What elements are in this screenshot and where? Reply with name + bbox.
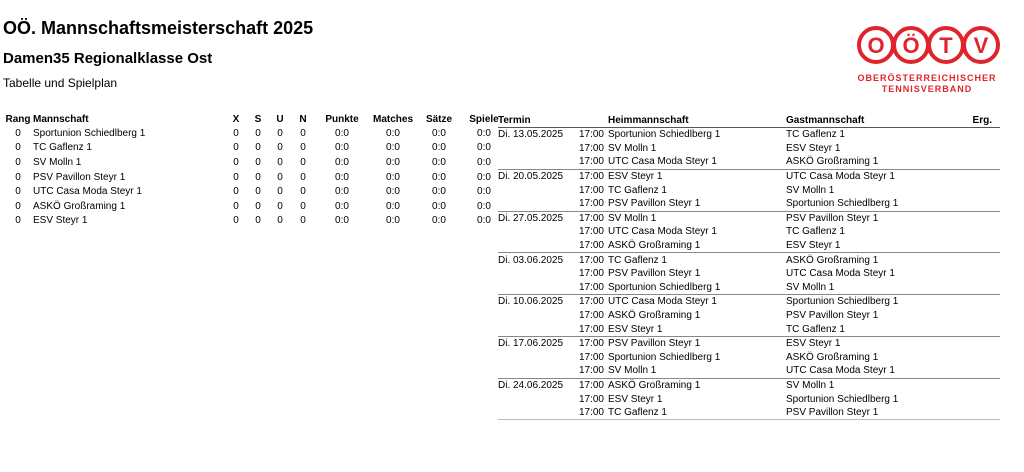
standings-matches: 0:0 bbox=[386, 142, 400, 154]
standings-row bbox=[3, 199, 507, 214]
standings-saetze: 0:0 bbox=[432, 171, 446, 183]
match-time: 17:00 bbox=[578, 281, 604, 293]
schedule-row bbox=[498, 295, 1000, 309]
match-home-team: PSV Pavillon Steyr 1 bbox=[608, 336, 786, 350]
logo-text-line2: TENNISVERBAND bbox=[881, 84, 973, 94]
match-termin bbox=[498, 225, 608, 239]
match-time: 17:00 bbox=[578, 407, 604, 419]
match-home-team: TC Gaflenz 1 bbox=[608, 406, 786, 420]
col-termin: Termin bbox=[498, 113, 608, 128]
standings-n: 0 bbox=[300, 127, 306, 139]
match-guest-team: SV Molln 1 bbox=[786, 184, 835, 196]
standings-row bbox=[3, 184, 507, 199]
match-termin bbox=[498, 128, 608, 142]
match-home-team: SV Molln 1 bbox=[608, 211, 786, 225]
match-guest-team: SV Molln 1 bbox=[786, 281, 835, 293]
match-home-team: ASKÖ Großraming 1 bbox=[608, 310, 701, 322]
logo-emblem bbox=[852, 22, 1002, 72]
match-termin bbox=[498, 281, 608, 295]
col-punkte: Punkte bbox=[325, 114, 359, 125]
match-guest-team: PSV Pavillon Steyr 1 bbox=[786, 211, 970, 225]
match-guest-team: SV Molln 1 bbox=[786, 378, 970, 392]
match-home-team: Sportunion Schiedlberg 1 bbox=[608, 351, 721, 363]
match-guest-team: UTC Casa Moda Steyr 1 bbox=[786, 268, 895, 280]
match-guest-team: ESV Steyr 1 bbox=[786, 240, 841, 252]
standings-rang: 0 bbox=[15, 200, 21, 212]
schedule-row bbox=[498, 225, 1000, 239]
standings-punkte: 0:0 bbox=[335, 156, 349, 168]
match-date: Di. 10.06.2025 bbox=[498, 296, 564, 308]
match-result bbox=[970, 364, 1000, 378]
standings-u: 0 bbox=[277, 186, 283, 198]
match-time: 17:00 bbox=[578, 393, 604, 405]
match-result bbox=[970, 128, 1000, 142]
match-result bbox=[970, 239, 1000, 253]
schedule-row bbox=[498, 253, 1000, 267]
schedule-row bbox=[498, 197, 1000, 211]
match-home-team: ESV Steyr 1 bbox=[608, 169, 786, 183]
schedule-row bbox=[498, 364, 1000, 378]
standings-saetze: 0:0 bbox=[432, 186, 446, 198]
standings-saetze: 0:0 bbox=[432, 142, 446, 154]
standings-u: 0 bbox=[277, 171, 283, 183]
match-home-team: UTC Casa Moda Steyr 1 bbox=[608, 156, 717, 168]
match-termin bbox=[498, 351, 608, 365]
standings-punkte: 0:0 bbox=[335, 171, 349, 183]
page-description: Tabelle und Spielplan bbox=[3, 76, 118, 90]
match-result bbox=[970, 155, 1000, 169]
schedule-row bbox=[498, 406, 1000, 420]
standings-team: ESV Steyr 1 bbox=[33, 215, 88, 227]
standings-rang: 0 bbox=[15, 215, 21, 227]
match-result bbox=[970, 197, 1000, 211]
match-result bbox=[970, 295, 1000, 309]
standings-rang: 0 bbox=[15, 127, 21, 139]
match-termin bbox=[498, 295, 608, 309]
standings-s: 0 bbox=[255, 186, 261, 198]
match-time: 17:00 bbox=[578, 240, 604, 252]
logo-letter-1: O bbox=[867, 33, 885, 58]
match-time: 17:00 bbox=[578, 365, 604, 377]
match-date: Di. 27.05.2025 bbox=[498, 212, 564, 224]
standings-u: 0 bbox=[277, 215, 283, 227]
schedule-row bbox=[498, 155, 1000, 169]
standings-rang: 0 bbox=[15, 142, 21, 154]
standings-row bbox=[3, 214, 507, 229]
schedule-header-row bbox=[498, 113, 1000, 128]
schedule-row bbox=[498, 142, 1000, 156]
standings-n: 0 bbox=[300, 200, 306, 212]
standings-table bbox=[3, 113, 507, 228]
match-time: 17:00 bbox=[578, 156, 604, 168]
schedule-row bbox=[498, 239, 1000, 253]
standings-matches: 0:0 bbox=[386, 127, 400, 139]
standings-row bbox=[3, 141, 507, 156]
match-guest-team: ASKÖ Großraming 1 bbox=[786, 156, 879, 168]
match-termin bbox=[498, 155, 608, 169]
standings-x: 0 bbox=[233, 127, 239, 139]
standings-x: 0 bbox=[233, 171, 239, 183]
standings-rang: 0 bbox=[15, 171, 21, 183]
standings-s: 0 bbox=[255, 200, 261, 212]
standings-saetze: 0:0 bbox=[432, 215, 446, 227]
logo-letter-2: Ö bbox=[902, 33, 920, 58]
standings-team: SV Molln 1 bbox=[33, 156, 82, 168]
match-guest-team: UTC Casa Moda Steyr 1 bbox=[786, 365, 895, 377]
standings-u: 0 bbox=[277, 127, 283, 139]
match-home-team: UTC Casa Moda Steyr 1 bbox=[608, 295, 786, 309]
match-home-team: PSV Pavillon Steyr 1 bbox=[608, 268, 701, 280]
standings-punkte: 0:0 bbox=[335, 127, 349, 139]
match-home-team: ASKÖ Großraming 1 bbox=[608, 378, 786, 392]
match-termin bbox=[498, 253, 608, 267]
match-termin bbox=[498, 392, 608, 406]
standings-team: Sportunion Schiedlberg 1 bbox=[33, 127, 146, 139]
match-guest-team: Sportunion Schiedlberg 1 bbox=[786, 393, 899, 405]
standings-spiele: 0:0 bbox=[477, 142, 491, 154]
match-time: 17:00 bbox=[578, 338, 604, 350]
match-time: 17:00 bbox=[578, 226, 604, 238]
match-home-team: Sportunion Schiedlberg 1 bbox=[608, 281, 721, 293]
standings-n: 0 bbox=[300, 142, 306, 154]
match-home-team: ASKÖ Großraming 1 bbox=[608, 240, 701, 252]
standings-s: 0 bbox=[255, 127, 261, 139]
match-home-team: ESV Steyr 1 bbox=[608, 393, 663, 405]
standings-spiele: 0:0 bbox=[477, 156, 491, 168]
standings-matches: 0:0 bbox=[386, 186, 400, 198]
league-subtitle: Damen35 Regionalklasse Ost bbox=[3, 50, 213, 67]
match-result bbox=[970, 351, 1000, 365]
match-time: 17:00 bbox=[578, 171, 604, 183]
match-termin bbox=[498, 322, 608, 336]
match-result bbox=[970, 211, 1000, 225]
match-result bbox=[970, 406, 1000, 420]
standings-s: 0 bbox=[255, 215, 261, 227]
standings-saetze: 0:0 bbox=[432, 156, 446, 168]
col-u: U bbox=[276, 114, 284, 125]
standings-matches: 0:0 bbox=[386, 200, 400, 212]
col-s: S bbox=[254, 114, 262, 125]
match-termin bbox=[498, 142, 608, 156]
standings-punkte: 0:0 bbox=[335, 215, 349, 227]
match-time: 17:00 bbox=[578, 129, 604, 141]
schedule-row bbox=[498, 336, 1000, 350]
match-home-team: SV Molln 1 bbox=[608, 365, 657, 377]
match-home-team: TC Gaflenz 1 bbox=[608, 184, 667, 196]
match-termin bbox=[498, 197, 608, 211]
match-result bbox=[970, 169, 1000, 183]
standings-x: 0 bbox=[233, 215, 239, 227]
standings-row bbox=[3, 126, 507, 141]
match-termin bbox=[498, 239, 608, 253]
match-time: 17:00 bbox=[578, 142, 604, 154]
match-time: 17:00 bbox=[578, 268, 604, 280]
match-termin bbox=[498, 364, 608, 378]
standings-punkte: 0:0 bbox=[335, 200, 349, 212]
match-guest-team: ASKÖ Großraming 1 bbox=[786, 351, 879, 363]
match-termin bbox=[498, 183, 608, 197]
match-termin bbox=[498, 267, 608, 281]
match-time: 17:00 bbox=[578, 212, 604, 224]
standings-punkte: 0:0 bbox=[335, 142, 349, 154]
standings-spiele: 0:0 bbox=[477, 171, 491, 183]
match-termin bbox=[498, 336, 608, 350]
match-guest-team: TC Gaflenz 1 bbox=[786, 129, 845, 141]
match-time: 17:00 bbox=[578, 379, 604, 391]
standings-u: 0 bbox=[277, 156, 283, 168]
standings-matches: 0:0 bbox=[386, 156, 400, 168]
match-date: Di. 20.05.2025 bbox=[498, 171, 564, 183]
match-time: 17:00 bbox=[578, 323, 604, 335]
match-result bbox=[970, 378, 1000, 392]
standings-x: 0 bbox=[233, 200, 239, 212]
schedule-row bbox=[498, 211, 1000, 225]
col-matches: Matches bbox=[372, 114, 413, 125]
standings-x: 0 bbox=[233, 142, 239, 154]
standings-spiele: 0:0 bbox=[477, 200, 491, 212]
match-guest-team: TC Gaflenz 1 bbox=[786, 323, 845, 335]
col-x: X bbox=[232, 114, 240, 125]
standings-u: 0 bbox=[277, 200, 283, 212]
standings-team: ASKÖ Großraming 1 bbox=[33, 200, 126, 212]
match-home-team: SV Molln 1 bbox=[608, 142, 657, 154]
match-result bbox=[970, 225, 1000, 239]
match-result bbox=[970, 267, 1000, 281]
schedule-row bbox=[498, 267, 1000, 281]
standings-team: UTC Casa Moda Steyr 1 bbox=[33, 186, 142, 198]
standings-matches: 0:0 bbox=[386, 215, 400, 227]
logo-letter-3: T bbox=[939, 33, 953, 58]
match-guest-team: UTC Casa Moda Steyr 1 bbox=[786, 169, 970, 183]
standings-n: 0 bbox=[300, 171, 306, 183]
standings-matches: 0:0 bbox=[386, 171, 400, 183]
col-result: Erg. bbox=[970, 113, 1000, 128]
standings-punkte: 0:0 bbox=[335, 186, 349, 198]
match-result bbox=[970, 322, 1000, 336]
match-home-team: UTC Casa Moda Steyr 1 bbox=[608, 226, 717, 238]
schedule-row bbox=[498, 378, 1000, 392]
match-result bbox=[970, 392, 1000, 406]
schedule-table bbox=[498, 113, 1000, 420]
schedule-row bbox=[498, 128, 1000, 142]
match-guest-team: Sportunion Schiedlberg 1 bbox=[786, 198, 899, 210]
standings-spiele: 0:0 bbox=[477, 127, 491, 139]
match-home-team: TC Gaflenz 1 bbox=[608, 253, 786, 267]
logo-letter-4: V bbox=[973, 33, 989, 58]
standings-s: 0 bbox=[255, 171, 261, 183]
col-spiele: Spiele bbox=[469, 114, 499, 125]
col-saetze: Sätze bbox=[425, 114, 453, 125]
match-termin bbox=[498, 406, 608, 420]
match-guest-team: ESV Steyr 1 bbox=[786, 336, 970, 350]
standings-saetze: 0:0 bbox=[432, 200, 446, 212]
match-guest-team: TC Gaflenz 1 bbox=[786, 226, 845, 238]
match-date: Di. 24.06.2025 bbox=[498, 379, 564, 391]
standings-spiele: 0:0 bbox=[477, 186, 491, 198]
standings-x: 0 bbox=[233, 156, 239, 168]
schedule-row bbox=[498, 169, 1000, 183]
schedule-row bbox=[498, 281, 1000, 295]
standings-s: 0 bbox=[255, 156, 261, 168]
match-guest-team: PSV Pavillon Steyr 1 bbox=[786, 310, 879, 322]
standings-u: 0 bbox=[277, 142, 283, 154]
match-termin bbox=[498, 378, 608, 392]
match-home-team: ESV Steyr 1 bbox=[608, 323, 663, 335]
schedule-row bbox=[498, 309, 1000, 323]
standings-rang: 0 bbox=[15, 156, 21, 168]
match-date: Di. 03.06.2025 bbox=[498, 254, 564, 266]
match-result bbox=[970, 309, 1000, 323]
match-time: 17:00 bbox=[578, 254, 604, 266]
standings-saetze: 0:0 bbox=[432, 127, 446, 139]
match-result bbox=[970, 336, 1000, 350]
standings-row bbox=[3, 155, 507, 170]
standings-header-row bbox=[3, 113, 507, 126]
ootv-logo bbox=[852, 22, 1002, 100]
match-termin bbox=[498, 309, 608, 323]
match-result bbox=[970, 142, 1000, 156]
match-guest-team: PSV Pavillon Steyr 1 bbox=[786, 406, 970, 420]
logo-text-line1: OBERÖSTERREICHISCHER bbox=[857, 73, 997, 83]
match-termin bbox=[498, 169, 608, 183]
match-date: Di. 17.06.2025 bbox=[498, 338, 564, 350]
match-result bbox=[970, 253, 1000, 267]
standings-rang: 0 bbox=[15, 186, 21, 198]
match-time: 17:00 bbox=[578, 198, 604, 210]
match-termin bbox=[498, 211, 608, 225]
standings-n: 0 bbox=[300, 215, 306, 227]
standings-team: PSV Pavillon Steyr 1 bbox=[33, 171, 126, 183]
schedule-row bbox=[498, 392, 1000, 406]
standings-row bbox=[3, 170, 507, 185]
match-date: Di. 13.05.2025 bbox=[498, 129, 564, 141]
match-guest-team: ASKÖ Großraming 1 bbox=[786, 253, 970, 267]
match-time: 17:00 bbox=[578, 351, 604, 363]
match-result bbox=[970, 183, 1000, 197]
standings-spiele: 0:0 bbox=[477, 215, 491, 227]
match-guest-team: Sportunion Schiedlberg 1 bbox=[786, 295, 970, 309]
standings-s: 0 bbox=[255, 142, 261, 154]
standings-team: TC Gaflenz 1 bbox=[33, 142, 92, 154]
match-time: 17:00 bbox=[578, 184, 604, 196]
match-home-team: PSV Pavillon Steyr 1 bbox=[608, 198, 701, 210]
match-result bbox=[970, 281, 1000, 295]
standings-n: 0 bbox=[300, 186, 306, 198]
match-time: 17:00 bbox=[578, 310, 604, 322]
schedule-row bbox=[498, 183, 1000, 197]
standings-n: 0 bbox=[300, 156, 306, 168]
match-home-team: Sportunion Schiedlberg 1 bbox=[608, 129, 721, 141]
match-time: 17:00 bbox=[578, 296, 604, 308]
schedule-row bbox=[498, 322, 1000, 336]
page-title: OÖ. Mannschaftsmeisterschaft 2025 bbox=[3, 18, 314, 38]
match-guest-team: ESV Steyr 1 bbox=[786, 142, 841, 154]
schedule-row bbox=[498, 351, 1000, 365]
col-rang: Rang bbox=[5, 114, 31, 125]
col-n: N bbox=[299, 114, 307, 125]
col-guest: Gastmannschaft bbox=[786, 113, 970, 128]
standings-x: 0 bbox=[233, 186, 239, 198]
col-team: Mannschaft bbox=[33, 114, 89, 125]
col-home: Heimmannschaft bbox=[608, 113, 786, 128]
